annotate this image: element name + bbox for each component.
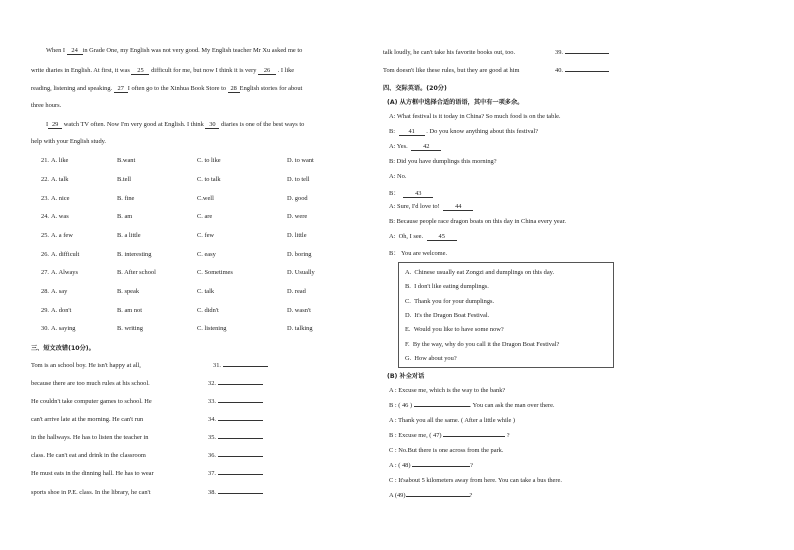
dialogue-line: C : No.But there is one across from the park. [389, 447, 504, 454]
dialogue-line: B : Excuse me, ( 47) ? [389, 432, 510, 439]
blank-46[interactable] [414, 406, 470, 407]
dialogue-line: A (49) ? [389, 492, 473, 499]
section4-title: 四、交际英语。(20分) [383, 85, 447, 92]
correction-row: because there are too much rules at his school. 32. [31, 380, 271, 387]
blank-47[interactable] [443, 436, 505, 437]
blank-45[interactable]: 45 [427, 233, 457, 241]
answer-blank[interactable] [218, 438, 263, 439]
dialogue-line: A : ( 48) ? [389, 462, 473, 469]
dialogue-line: B : ( 46 ) . You can ask the man over there. [389, 402, 555, 409]
options-box [398, 262, 614, 368]
option-item[interactable]: A. Chinese usually eat Zongzi and dumplings on this day. [405, 269, 555, 276]
answer-blank[interactable] [218, 493, 263, 494]
blank-49[interactable] [406, 496, 470, 497]
passage-line-5: I 29 watch TV often. Now I'm very good at English. I think 30 diaries is one of the best ways to [46, 121, 305, 128]
passage-line-6: help with your English study. [31, 138, 107, 145]
correction-row: in the hallways. He has to listen the teacher in 35. [31, 434, 271, 441]
dialogue-line: B： 43 [389, 188, 433, 198]
correction-row: can't arrive late at the morning. He can't run 34. [31, 416, 271, 423]
blank-25[interactable]: 25 [131, 67, 149, 75]
blank-24[interactable]: 24 [67, 47, 83, 55]
passage-line-2: write diaries in English. At first, it was 25 difficult for me, but now I think it is very 26 . I like [31, 67, 295, 74]
option-item[interactable]: B. I don't like eating dumplings. [405, 283, 489, 290]
blank-44[interactable]: 44 [443, 203, 473, 211]
option-item[interactable]: D. It's the Dragon Boat Festival. [405, 312, 490, 319]
dialogue-line: A : Excuse me, which is the way to the bank? [389, 387, 506, 394]
section3-title: 三、短文改错(10分)。 [31, 345, 95, 352]
option-item[interactable]: E. Would you like to have some now? [405, 326, 504, 333]
correction-row: class. He can't eat and drink in the classroom 36. [31, 452, 271, 459]
section4-part-a-title: (A) 从方框中选择合适的语语，其中有一项多余。 [387, 99, 524, 106]
dialogue-line: A: No. [389, 173, 407, 180]
answer-blank[interactable] [218, 384, 263, 385]
dialogue-line: A: Sure, I'd love to! 44 [389, 203, 473, 211]
answer-blank[interactable] [223, 366, 268, 367]
correction-row: Tom is an school boy. He isn't happy at all, 31. [31, 362, 271, 369]
dialogue-line: B: Because people race dragon boats on this day in China every year. [389, 218, 566, 225]
blank-43[interactable]: 43 [403, 190, 433, 198]
dialogue-line: C : It'sabout 5 kilometers away from here. You can take a bus there. [389, 477, 562, 484]
correction-row: talk loudly, he can't take his favorite books out, too. 39. [383, 49, 623, 56]
dialogue-line: A : Thank you all the same. ( After a little while ) [389, 417, 516, 424]
dialogue-line: A: Yes. 42 [389, 143, 441, 151]
option-item[interactable]: C. Thank you for your dumplings. [405, 298, 495, 305]
dialogue-line: B： You are welcome. [389, 250, 448, 257]
passage-line-3: reading, listening and speaking. 27 I often go to the Xinhua Book Store to 28 English stories for about [31, 85, 303, 92]
answer-blank[interactable] [565, 71, 609, 72]
dialogue-line: B: 41 . Do you know anything about this festival? [389, 128, 539, 135]
blank-48[interactable] [412, 466, 470, 467]
dialogue-line: A: Oh, I see. 45 [389, 233, 457, 241]
passage-line-1: When I 24 in Grade One, my English was not very good. My English teacher Mr Xu asked me to [46, 47, 303, 54]
correction-row: He must eats in the dinning hall. He has to wear 37. [31, 470, 271, 477]
blank-28[interactable]: 28 [228, 85, 240, 93]
blank-42[interactable]: 42 [411, 143, 441, 151]
answer-blank[interactable] [218, 420, 263, 421]
option-item[interactable]: G. How about you? [405, 355, 457, 362]
passage-line-4: three hours. [31, 102, 62, 109]
blank-41[interactable]: 41 [399, 128, 425, 136]
dialogue-line: A: What festival is it today in China? So much food is on the table. [389, 113, 561, 120]
correction-row: He couldn't take computer games to school. He 33. [31, 398, 271, 405]
correction-row: sports shoe in P.E. class. In the library, he can't 38. [31, 489, 271, 496]
blank-29[interactable]: 29 [48, 121, 62, 129]
correction-row: Tom doesn't like these rules, but they are good at him 40. [383, 67, 623, 74]
blank-30[interactable]: 30 [205, 121, 219, 129]
blank-27[interactable]: 27 [114, 85, 128, 93]
answer-blank[interactable] [218, 474, 263, 475]
blank-26[interactable]: 26 [258, 67, 276, 75]
option-item[interactable]: F. By the way, why do you call it the Dragon Boat Festival? [405, 341, 560, 348]
answer-blank[interactable] [565, 53, 609, 54]
answer-blank[interactable] [218, 402, 263, 403]
dialogue-line: B: Did you have dumplings this morning? [389, 158, 497, 165]
answer-blank[interactable] [218, 456, 263, 457]
section4-part-b-title: (B) 补全对话 [387, 373, 425, 380]
